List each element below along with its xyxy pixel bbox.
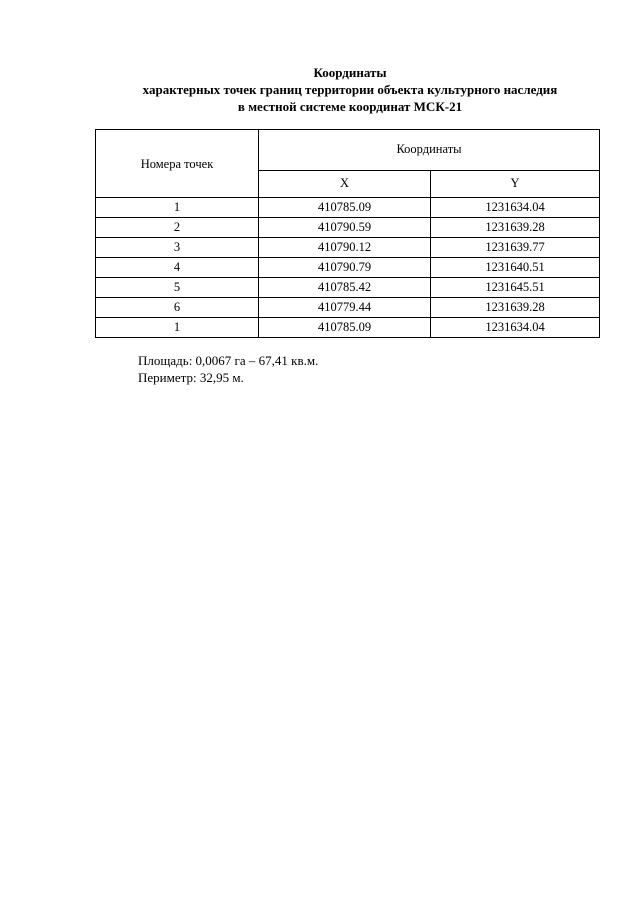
summary-block [138,352,318,386]
y-coordinate-cell: 1231634.04 [431,198,600,218]
title-line-3: в местной системе координат МСК-21 [237,99,463,114]
x-coordinate-cell: 410790.12 [259,238,431,258]
table-row [96,238,600,258]
perimeter-text: Периметр: 32,95 м. [138,370,244,385]
table-row [96,258,600,278]
area-text: Площадь: 0,0067 га – 67,41 кв.м. [138,353,319,368]
header-coordinates: Координаты [259,130,600,171]
x-coordinate-cell: 410785.42 [259,278,431,298]
y-coordinate-cell: 1231639.28 [431,218,600,238]
coordinates-table [95,129,600,338]
y-coordinate-cell: 1231640.51 [431,258,600,278]
table-row [96,278,600,298]
table-row [96,218,600,238]
point-number-cell: 6 [96,298,259,318]
point-number-cell: 3 [96,238,259,258]
title-line-1: Координаты [313,65,387,80]
point-number-cell: 4 [96,258,259,278]
y-coordinate-cell: 1231645.51 [431,278,600,298]
table-row [96,318,600,338]
x-coordinate-cell: 410785.09 [259,198,431,218]
point-number-cell: 2 [96,218,259,238]
header-y: Y [431,170,600,197]
point-number-cell: 5 [96,278,259,298]
x-coordinate-cell: 410790.79 [259,258,431,278]
y-coordinate-cell: 1231639.77 [431,238,600,258]
point-number-cell: 1 [96,318,259,338]
header-point-numbers: Номера точек [96,130,259,198]
header-x: X [259,170,431,197]
x-coordinate-cell: 410779.44 [259,298,431,318]
table-body [96,198,600,338]
title-line-2: характерных точек границ территории объекта культурного наследия [142,82,558,97]
x-coordinate-cell: 410790.59 [259,218,431,238]
y-coordinate-cell: 1231639.28 [431,298,600,318]
document-title [0,64,640,115]
x-coordinate-cell: 410785.09 [259,318,431,338]
table-row [96,298,600,318]
table-row [96,198,600,218]
y-coordinate-cell: 1231634.04 [431,318,600,338]
point-number-cell: 1 [96,198,259,218]
